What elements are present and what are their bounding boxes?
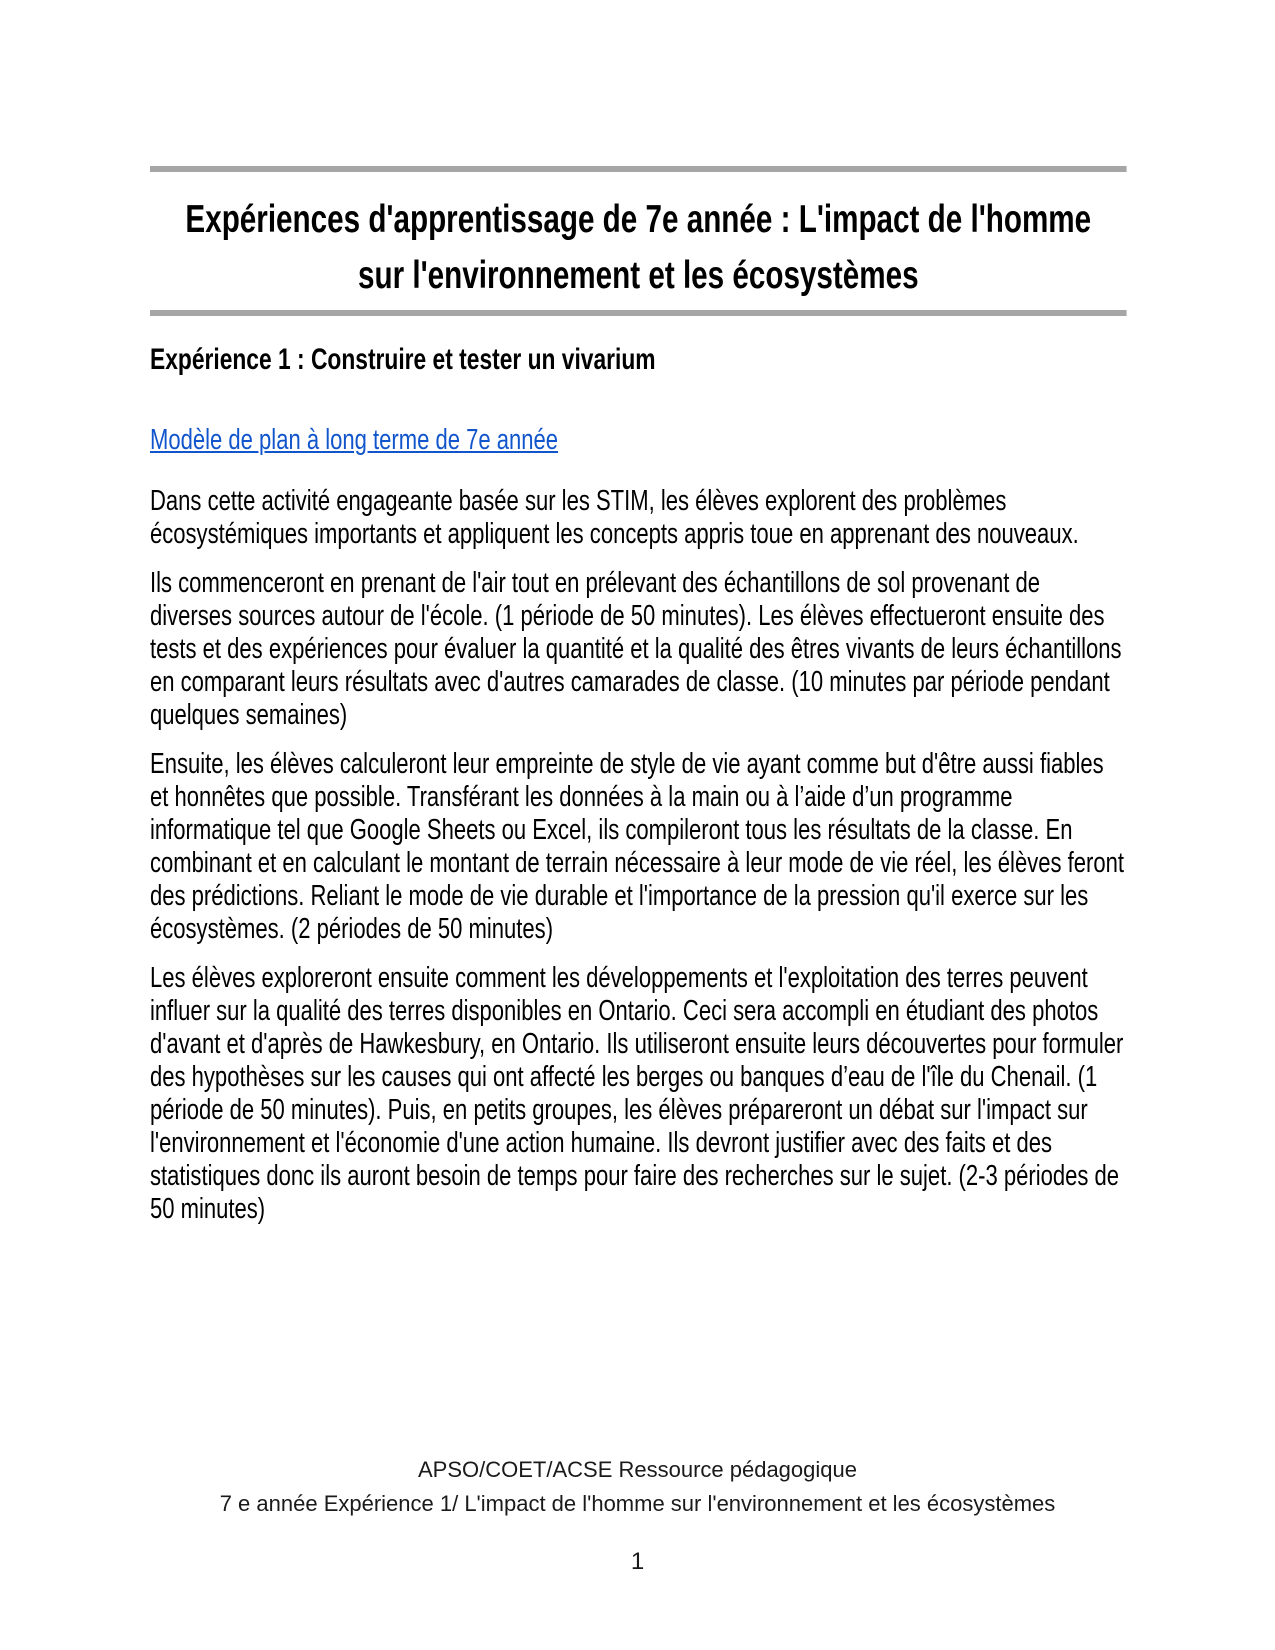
body-paragraph-4: Les élèves exploreront ensuite comment les développements et l'exploitation des terres peuvent influer sur la qualité des terres disponibles en Ontario. Ceci sera accompli en étudiant des photos d'avant et d'après de Hawkesbury, en Ontario. Ils utiliseront ensuite leurs découvertes pour formuler des hypothèses sur les causes qui ont affecté les berges ou banques d’eau de l'île du Chenail. (1 période de 50 minutes). Puis, en petits groupes, les élèves prépareront un débat sur l'impact sur l'environnement et l'économie d'une action humaine. Ils devront justifier avec des faits et des statistiques donc ils auront besoin de temps pour faire des recherches sur le sujet. (2-3 périodes de 50 minutes) (150, 962, 1124, 1225)
footer-doc-line: 7 e année Expérience 1/ L'impact de l'homme sur l'environnement et les écosystèmes (219, 1491, 1056, 1516)
document-content (150, 0, 1127, 1226)
link-row (150, 423, 1127, 462)
document-title-line-1: Expériences d'apprentissage de 7e année : L'impact de l'homme (185, 198, 1092, 241)
body-paragraph-3: Ensuite, les élèves calculeront leur empreinte de style de vie ayant comme but d'être aussi fiables et honnêtes que possible. Transférant les données à la main ou à l’aide d’un programme informatique tel que Google Sheets ou Excel, ils compileront tous les résultats de la classe. En combinant et en calculant le montant de terrain nécessaire à leur mode de vie réel, les élèves feront des prédictions. Reliant le mode de vie durable et l'importance de la pression qu'il exerce sur les écosystèmes. (2 périodes de 50 minutes) (150, 748, 1124, 945)
document-title (150, 192, 1127, 304)
page-number: 1 (630, 1548, 645, 1575)
horizontal-rule-top (150, 166, 1127, 172)
body-paragraph-1: Dans cette activité engageante basée sur les STIM, les élèves explorent des problèmes écosystémiques importants et appliquent les concepts appris toue en apprenant des nouveaux. (150, 485, 1079, 550)
section-heading: Expérience 1 : Construire et tester un vivarium (150, 343, 656, 376)
horizontal-rule-middle (150, 310, 1127, 316)
document-title-line-2: sur l'environnement et les écosystèmes (358, 254, 919, 297)
body-paragraph-2: Ils commenceront en prenant de l'air tout en prélevant des échantillons de sol provenant de diverses sources autour de l'école. (1 période de 50 minutes). Les élèves effectueront ensuite des tests et des expériences pour évaluer la quantité et la qualité des êtres vivants de leurs échantillons en comparant leurs résultats avec d'autres camarades de classe. (10 minutes par période pendant quelques semaines) (150, 567, 1122, 731)
long-term-plan-link[interactable]: Modèle de plan à long terme de 7e année (150, 424, 559, 456)
footer-org-line: APSO/COET/ACSE Ressource pédagogique (417, 1457, 857, 1482)
